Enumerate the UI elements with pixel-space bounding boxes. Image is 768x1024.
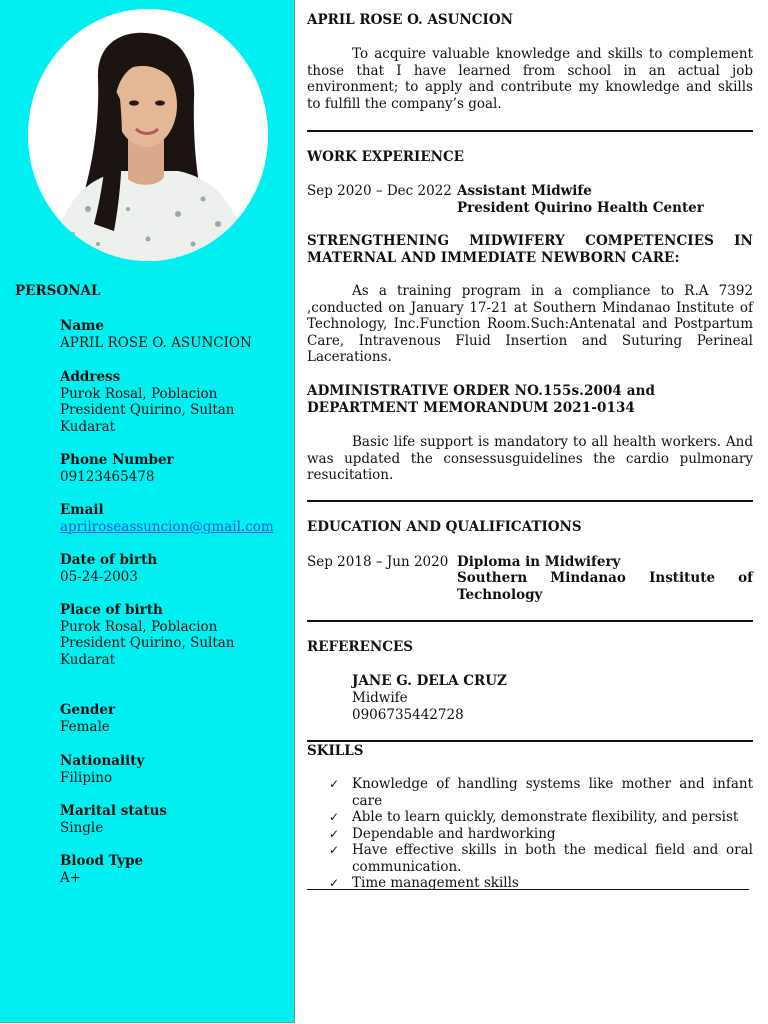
address-line: President Quirino, Sultan <box>60 402 235 418</box>
name-label: Name <box>60 318 104 334</box>
skill-text: Time management skills <box>352 875 519 891</box>
skill-item <box>307 826 753 843</box>
nationality-label: Nationality <box>60 753 145 769</box>
candidate-name: APRIL ROSE O. ASUNCION <box>307 12 513 28</box>
skills-list <box>307 776 753 892</box>
skill-text: Have effective skills in both the medical field and oral communication. <box>352 842 753 875</box>
personal-blood <box>60 853 285 886</box>
pob-line: President Quirino, Sultan <box>60 635 235 651</box>
work-place: President Quirino Health Center <box>457 200 704 216</box>
objective-text: To acquire valuable knowledge and skills to complement those that I have learned from school in an actual job environment; to apply and contribute my knowledge and skills to fulfill the company’s goal. <box>307 46 753 112</box>
divider <box>307 740 753 742</box>
education-dates: Sep 2018 – Jun 2020 <box>307 554 449 570</box>
references-heading: REFERENCES <box>307 639 414 655</box>
phone-label: Phone Number <box>60 452 174 468</box>
admin-text: Basic life support is mandatory to all health workers. And was updated the consessusguidelines the cardio pulmonary resucitation. <box>307 434 753 483</box>
name-value: APRIL ROSE O. ASUNCION <box>60 334 252 351</box>
personal-phone <box>60 452 285 485</box>
education-degree: Diploma in Midwifery <box>457 554 621 570</box>
skill-item <box>307 809 753 826</box>
dob-value: 05-24-2003 <box>60 568 138 585</box>
reference-name: JANE G. DELA CRUZ <box>352 673 507 689</box>
pob-line: Kudarat <box>60 651 116 668</box>
profile-photo <box>28 9 268 261</box>
check-icon: ✓ <box>329 843 340 857</box>
pob-label: Place of birth <box>60 602 163 618</box>
check-icon: ✓ <box>329 826 340 841</box>
marital-value: Single <box>60 819 104 836</box>
personal-address <box>60 369 285 435</box>
dob-label: Date of birth <box>60 552 158 568</box>
skill-text: Dependable and hardworking <box>352 825 556 842</box>
reference-title: Midwife <box>352 690 408 706</box>
skills-heading: SKILLS <box>307 743 364 759</box>
gender-label: Gender <box>60 702 116 718</box>
personal-email <box>60 502 285 535</box>
check-icon: ✓ <box>329 810 340 824</box>
education-heading: EDUCATION AND QUALIFICATIONS <box>307 519 582 535</box>
personal-heading: PERSONAL <box>15 283 101 299</box>
education-school: Southern Mindanao Institute of Technology <box>457 570 753 603</box>
blood-value: A+ <box>60 869 82 886</box>
nationality-value: Filipino <box>60 769 113 786</box>
profile-photo-image <box>28 9 268 261</box>
check-icon: ✓ <box>329 777 340 791</box>
personal-nationality <box>60 753 285 786</box>
pob-line: Purok Rosal, Poblacion <box>60 618 218 635</box>
work-heading: WORK EXPERIENCE <box>307 149 464 165</box>
gender-value: Female <box>60 718 110 735</box>
personal-gender <box>60 702 285 735</box>
skill-text: Able to learn quickly, demonstrate flexibility, and persist <box>352 809 739 825</box>
bottom-line <box>307 889 749 890</box>
work-role: Assistant Midwife <box>457 183 592 199</box>
skill-text: Knowledge of handling systems like mother and infant care <box>352 776 753 809</box>
address-line: Purok Rosal, Poblacion <box>60 385 218 402</box>
admin-heading: ADMINISTRATIVE ORDER NO.155s.2004 and DEPARTMENT MEMORANDUM 2021-0134 <box>307 383 656 416</box>
personal-marital <box>60 803 285 836</box>
marital-label: Marital status <box>60 803 167 819</box>
personal-dob <box>60 552 285 585</box>
divider <box>307 620 753 622</box>
personal-name <box>60 318 285 351</box>
email-label: Email <box>60 502 104 518</box>
reference-phone: 0906735442728 <box>352 707 464 723</box>
address-line: Kudarat <box>60 418 116 435</box>
check-icon: ✓ <box>329 876 340 890</box>
sidebar <box>0 0 295 1023</box>
phone-value: 09123465478 <box>60 468 155 485</box>
divider <box>307 500 753 502</box>
work-dates: Sep 2020 – Dec 2022 <box>307 183 452 199</box>
skill-item <box>307 842 753 875</box>
divider <box>307 130 753 132</box>
training-heading: STRENGTHENING MIDWIFERY COMPETENCIES IN MATERNAL AND IMMEDIATE NEWBORN CARE: <box>307 233 753 266</box>
address-label: Address <box>60 369 121 385</box>
training-text: As a training program in a compliance to R.A 7392 ,conducted on January 17-21 at Southern Mindanao Institute of Technology, Inc.Function Room.Such:Antenatal and Postpartum Care, Intravenous Fluid Insertion and Suturing Perineal Lacerations. <box>307 283 753 365</box>
personal-pob <box>60 602 285 668</box>
email-link[interactable]: aprilroseassuncion@gmail.com <box>60 518 274 535</box>
blood-label: Blood Type <box>60 853 144 869</box>
skill-item <box>307 776 753 809</box>
